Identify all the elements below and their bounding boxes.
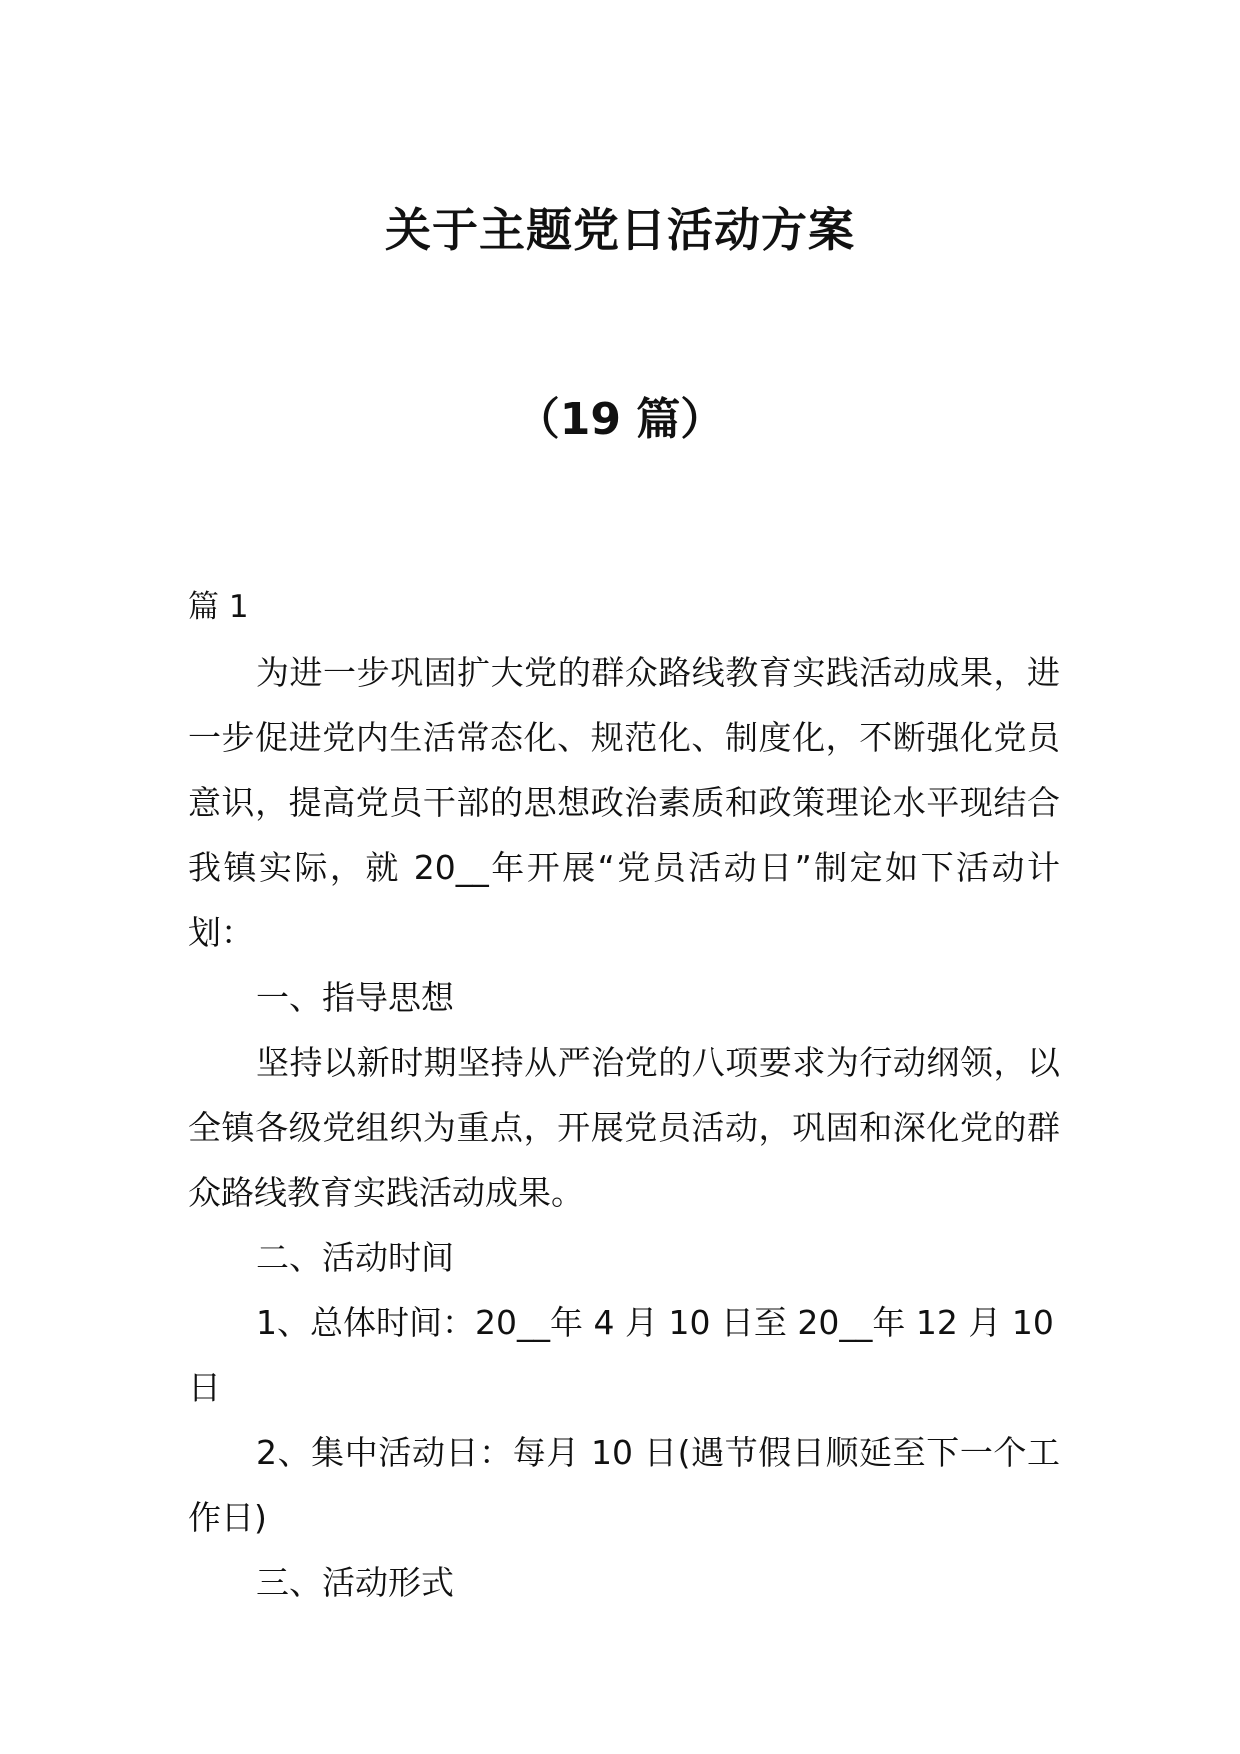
heading-guiding-ideology: 一、指导思想 [256, 978, 454, 1017]
heading-activity-time: 二、活动时间 [256, 1238, 454, 1277]
paragraph-activity-day: 2、集中活动日：每月 10 日(遇节假日顺延至下一个工作日) [188, 1433, 1060, 1537]
paragraph-guiding-ideology: 坚持以新时期坚持从严治党的八项要求为行动纲领，以全镇各级党组织为重点，开展党员活动，巩固和深化党的群众路线教育实践活动成果。 [188, 1043, 1060, 1212]
paragraph-overall-time: 1、总体时间：20__年 4 月 10 日至 20__年 12 月 10 日 [188, 1303, 1054, 1407]
heading-activity-form: 三、活动形式 [256, 1563, 454, 1602]
document-subtitle: （19 篇） [515, 394, 725, 445]
document-body [188, 575, 1060, 1615]
section-label: 篇 1 [188, 589, 249, 625]
paragraph-intro: 为进一步巩固扩大党的群众路线教育实践活动成果，进一步促进党内生活常态化、规范化、制度化，不断强化党员意识，提高党员干部的思想政治素质和政策理论水平现结合我镇实际，就 20__年开展“党员活动日”制定如下活动计划： [188, 653, 1060, 952]
document-title: 关于主题党日活动方案 [385, 203, 855, 257]
